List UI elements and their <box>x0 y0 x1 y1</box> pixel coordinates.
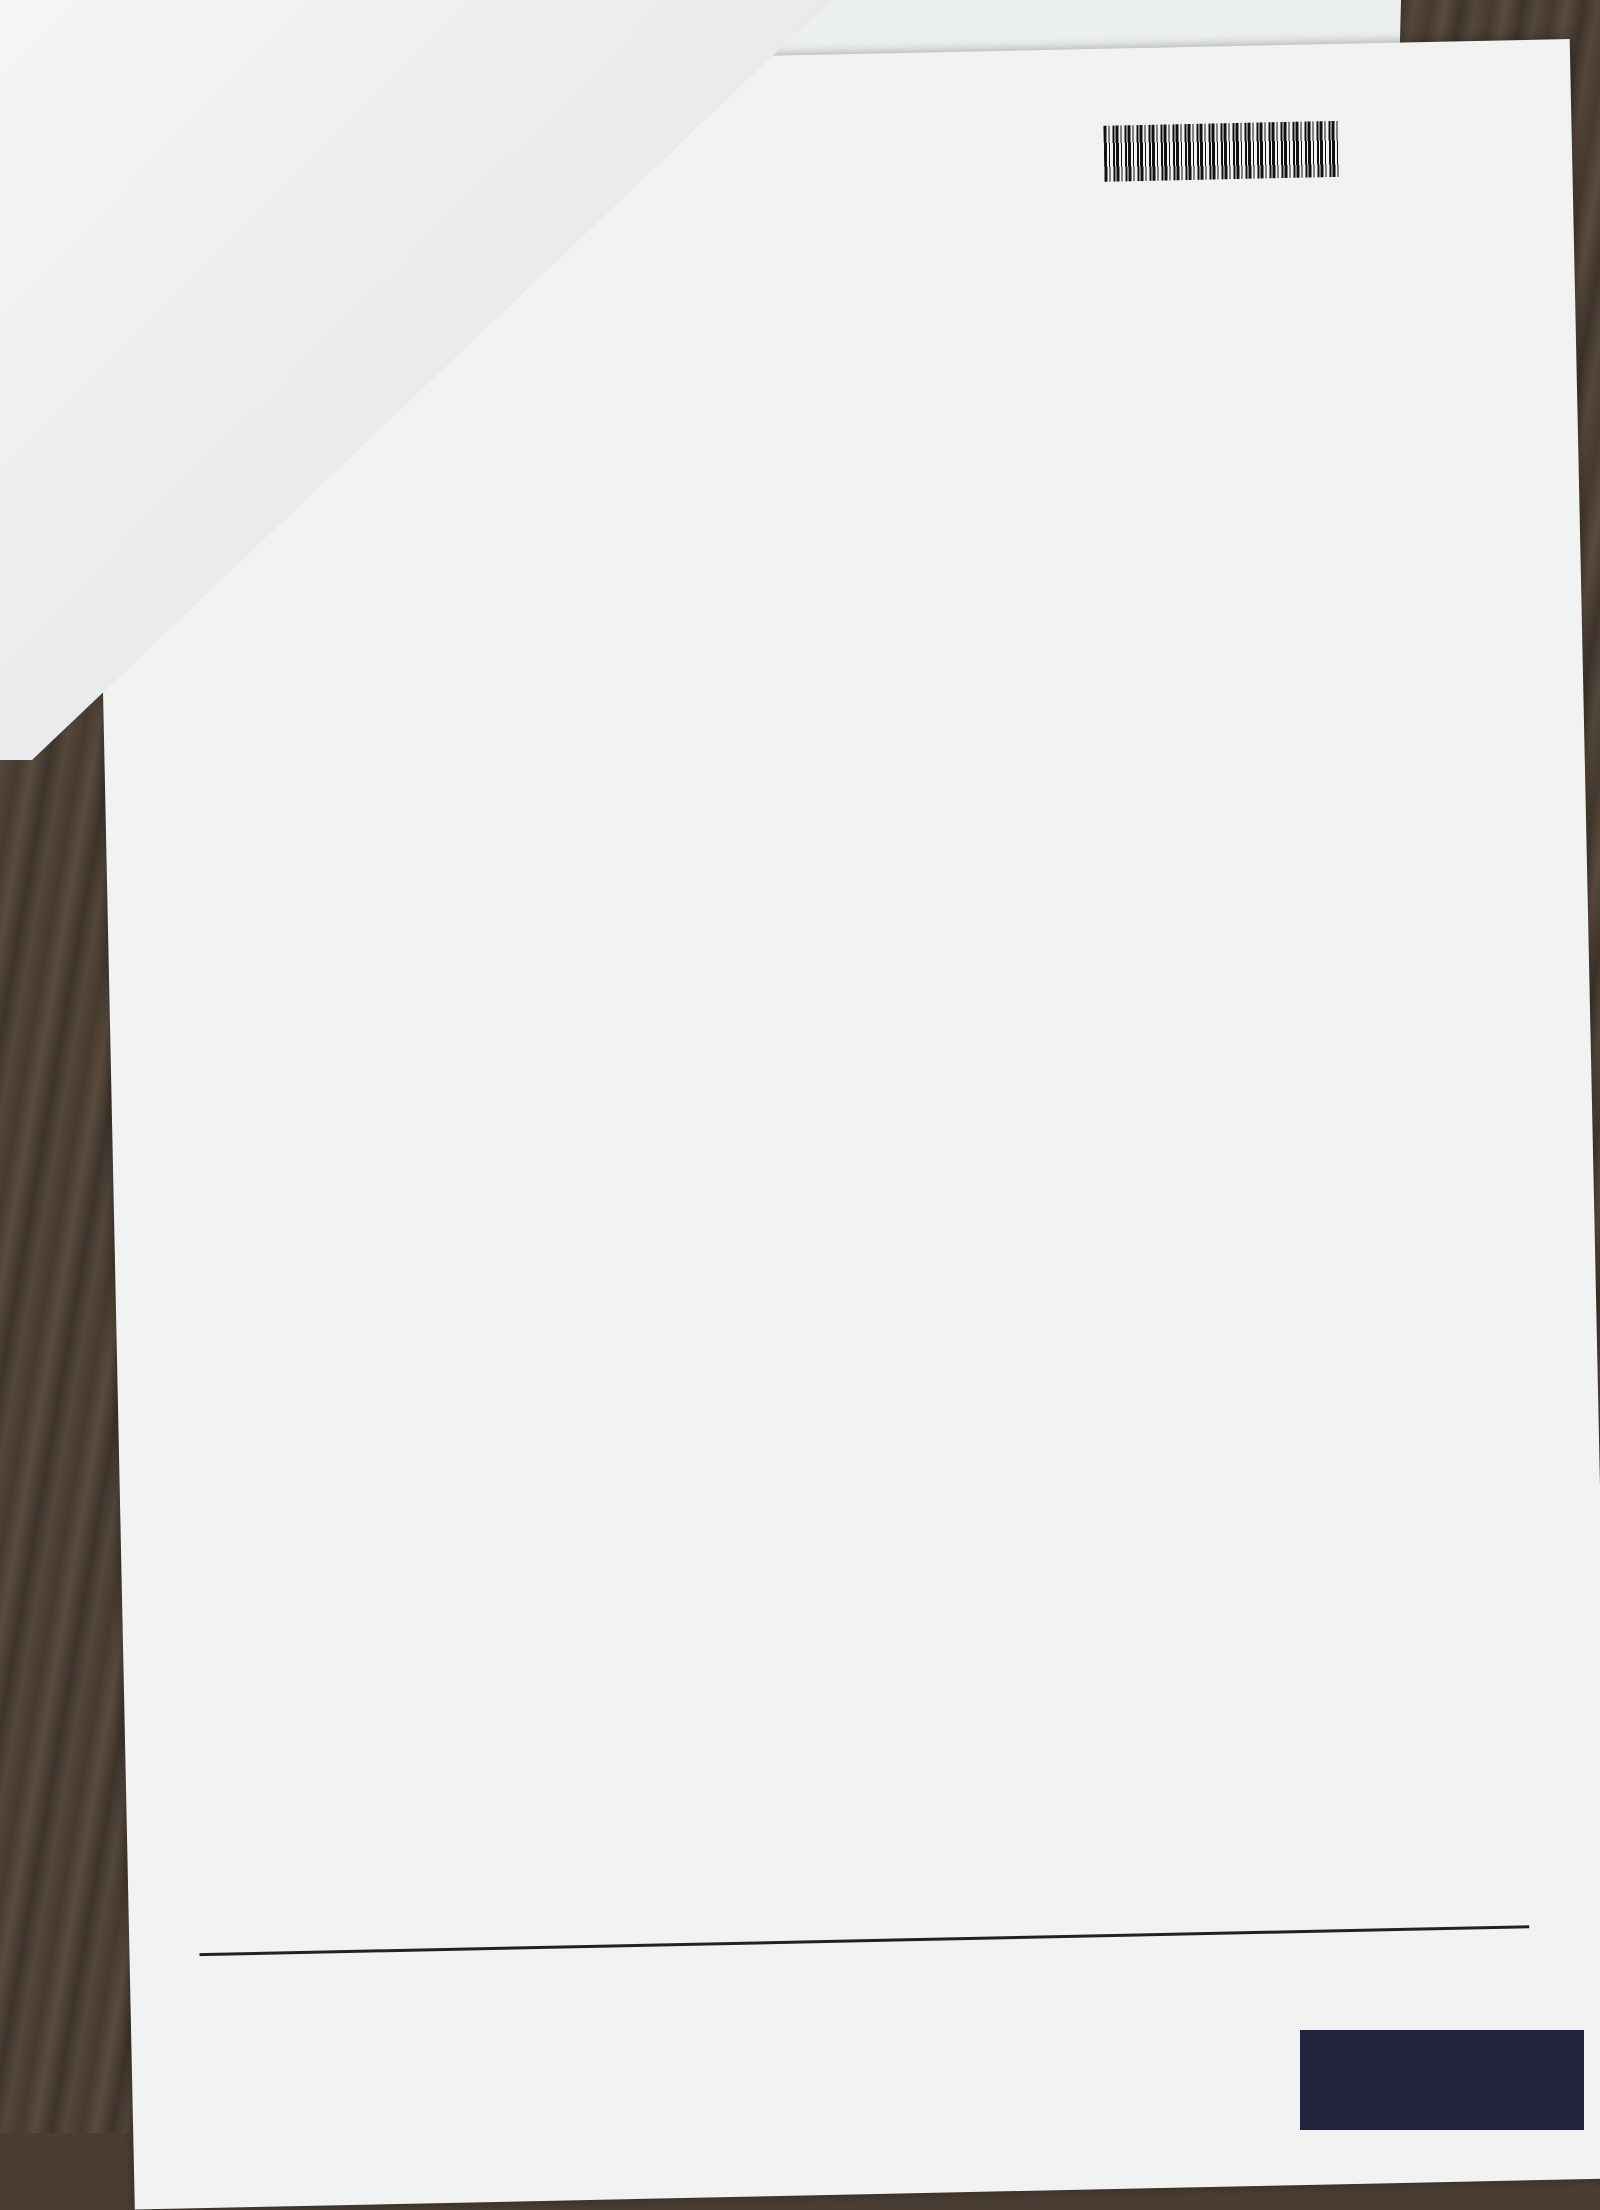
footer <box>199 1925 1529 1976</box>
footer-company-line <box>200 1938 1530 1966</box>
footer-address-line <box>200 1948 1530 1976</box>
barcode-image <box>1103 121 1340 182</box>
norauto-logo <box>1300 2030 1584 2130</box>
